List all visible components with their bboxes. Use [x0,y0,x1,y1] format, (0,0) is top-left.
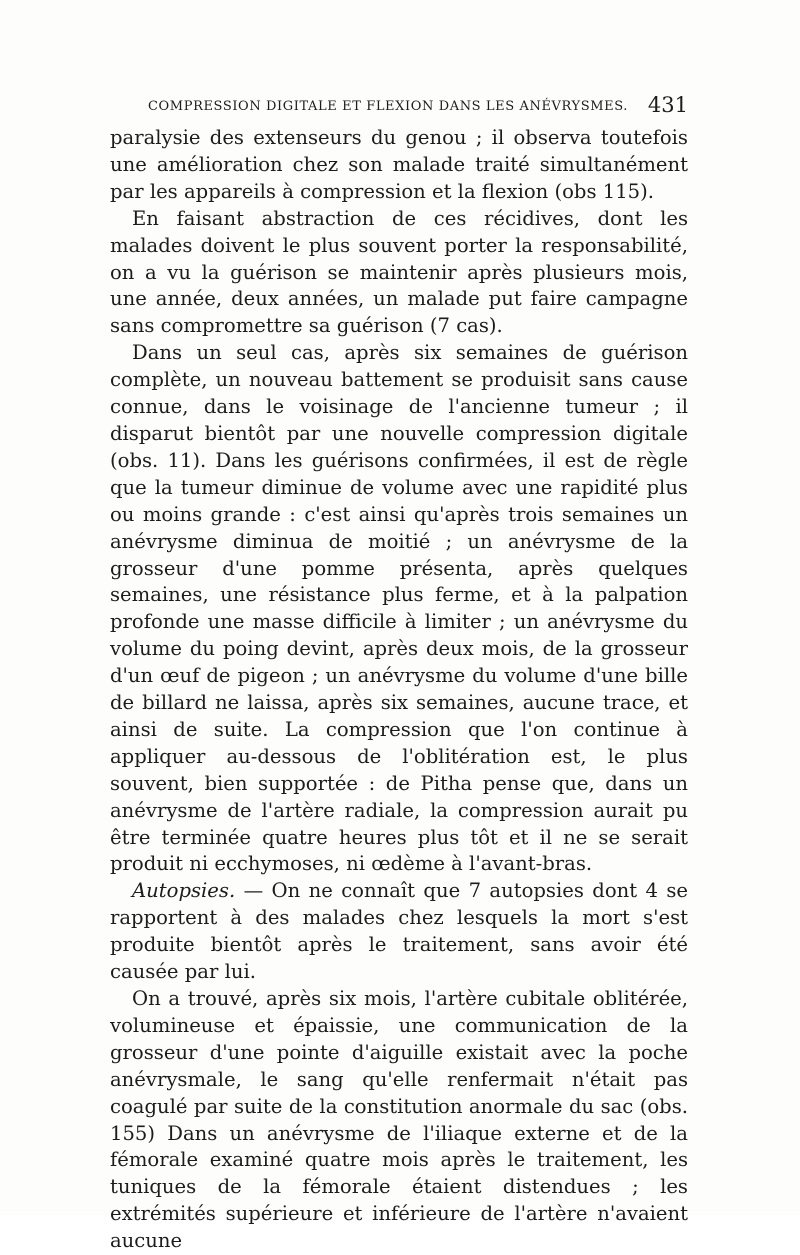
paragraph-1: paralysie des extenseurs du genou ; il observa toutefois une amélioration chez son malade traité simultanément par les appareils à compression et la flexion (obs 115). [110,126,688,203]
paragraph-5: On a trouvé, après six mois, l'artère cubitale oblitérée, volumineuse et épaissie, une communication de la grosseur d'une pointe d'aiguille existait avec la poche anévrysmale, le sang qu'elle renfermait n'était pas coagulé par suite de la constitution anormale du sac (obs. 155) Dans un anévrysme de l'iliaque externe et de la fémorale examiné quatre mois après le traitement, les tuniques de la fémorale étaient distendues ; les extrémités supérieure et inférieure de l'artère n'avaient aucune [110,987,688,1253]
paragraph-2: En faisant abstraction de ces récidives, dont les malades doivent le plus souvent porter la responsabilité, on a vu la guérison se maintenir après plusieurs mois, une année, deux années, un malade put faire campagne sans compromettre sa guérison (7 cas). [110,206,688,338]
running-title: COMPRESSION DIGITALE ET FLEXION DANS LES ANÉVRYSMES. [148,99,628,114]
paragraph-4-text: — On ne connaît que 7 autopsies dont 4 se rapportent à des malades chez lesquels la mort s'est produite bientôt après le traitement, sans avoir été causée par lui. [110,879,688,984]
section-run-in-heading: Autopsies. [132,879,236,903]
body-text [110,125,688,1255]
paragraph-4 [110,878,688,986]
running-header [110,93,688,123]
paragraph-3: Dans un seul cas, après six semaines de guérison complète, un nouveau battement se produisit sans cause connue, dans le voisinage de l'ancienne tumeur ; il disparut bientôt par une nouvelle compression digitale (obs. 11). Dans les guérisons confirmées, il est de règle que la tumeur diminue de volume avec une rapidité plus ou moins grande : c'est ainsi qu'après trois semaines un anévrysme diminua de moitié ; un anévrysme de la grosseur d'une pomme présenta, après quelques semaines, une résistance plus ferme, et à la palpation profonde une masse difficile à limiter ; un anévrysme du volume du poing devint, après deux mois, de la grosseur d'un œuf de pigeon ; un anévrysme du volume d'une bille de billard ne laissa, après six semaines, aucune trace, et ainsi de suite. La compression que l'on continue à appliquer au-dessous de l'oblitération est, le plus souvent, bien supportée : de Pitha pense que, dans un anévrysme de l'artère radiale, la compression aurait pu être terminée quatre heures plus tôt et il ne se serait produit ni ecchymoses, ni œdème à l'avant-bras. [110,341,688,876]
page-number: 431 [647,93,688,117]
